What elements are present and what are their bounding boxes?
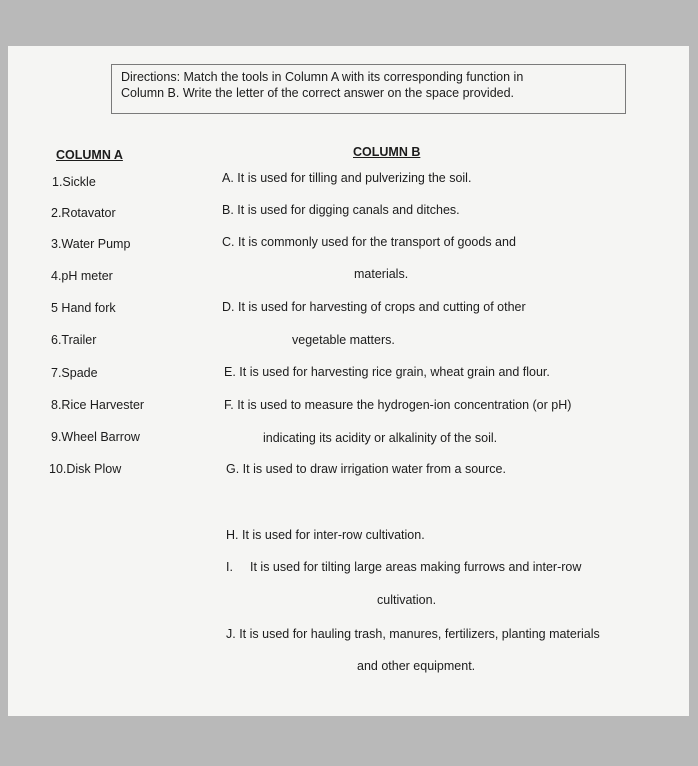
column-b-item-c-continued: materials. — [354, 267, 409, 281]
column-a-item: 10.Disk Plow — [49, 462, 122, 476]
worksheet-page — [8, 46, 689, 716]
column-a-item: 1.Sickle — [52, 175, 96, 189]
column-a-item: 3.Water Pump — [51, 237, 131, 251]
column-b-item-i-continued: cultivation. — [377, 593, 437, 607]
column-b-item-d-continued: vegetable matters. — [292, 333, 395, 347]
column-b-item-f-continued: indicating its acidity or alkalinity of the soil. — [263, 431, 498, 445]
column-b-item-j-continued: and other equipment. — [357, 659, 476, 673]
column-a-item: 4.pH meter — [51, 269, 113, 283]
column-b-item-j: J. It is used for hauling trash, manures, fertilizers, planting materials — [226, 627, 600, 641]
directions-box — [111, 64, 626, 114]
column-b-item-f: F. It is used to measure the hydrogen-ion concentration (or pH) — [224, 398, 572, 412]
directions-line-1: Directions: Match the tools in Column A with its corresponding function in — [121, 70, 524, 84]
column-b-item-h: H. It is used for inter-row cultivation. — [226, 528, 425, 542]
column-a-item: 2.Rotavator — [51, 206, 116, 220]
column-b-item-g: G. It is used to draw irrigation water from a source. — [226, 462, 506, 476]
column-a-item: 9.Wheel Barrow — [51, 430, 140, 444]
column-a-item: 6.Trailer — [51, 333, 97, 347]
directions-line-2: Column B. Write the letter of the correct answer on the space provided. — [121, 86, 515, 100]
column-b-item-b: B. It is used for digging canals and ditches. — [222, 203, 460, 217]
column-a-header: COLUMN A — [56, 148, 123, 162]
column-b-item-i: It is used for tilting large areas making furrows and inter-row — [250, 560, 582, 574]
column-a-item: 7.Spade — [51, 366, 98, 380]
column-b-item-c: C. It is commonly used for the transport of goods and — [222, 235, 516, 249]
column-b-item-d: D. It is used for harvesting of crops and cutting of other — [222, 300, 526, 314]
column-a-item: 8.Rice Harvester — [51, 398, 145, 412]
column-b-item-i-letter: I. — [226, 560, 233, 574]
column-b-item-e: E. It is used for harvesting rice grain, wheat grain and flour. — [224, 365, 550, 379]
column-b-item-a: A. It is used for tilling and pulverizing the soil. — [222, 171, 472, 185]
column-a-item: 5 Hand fork — [51, 301, 116, 315]
column-b-header: COLUMN B — [353, 145, 421, 159]
